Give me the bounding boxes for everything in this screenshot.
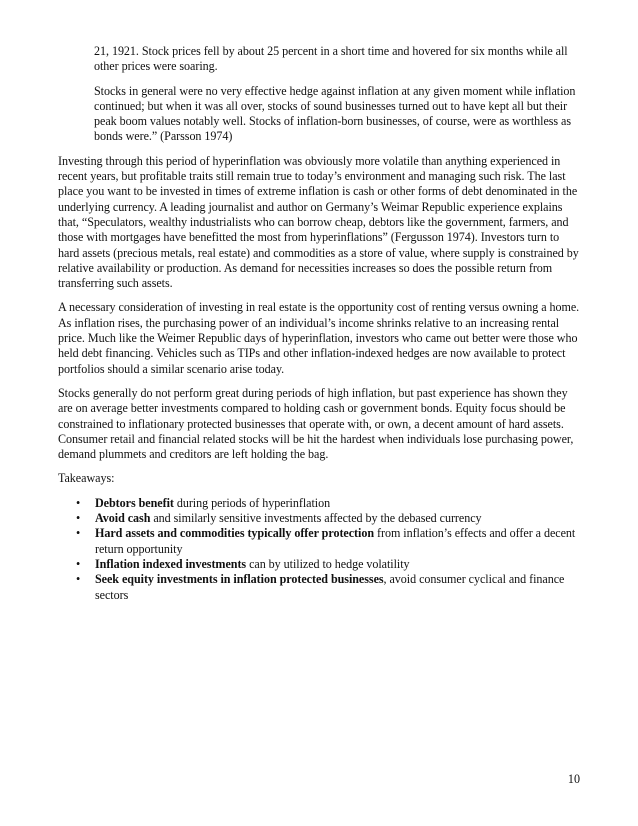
block-quote [94,44,580,145]
paragraph-real-estate: A necessary consideration of investing in real estate is the opportunity cost of renting versus owning a home. As inflation rises, the purchasing power of an individual’s income shrinks relative to an increasing rental price. Much like the Weimer Republic days of hyperinflation, investors who came out better were those who held debt financing. Vehicles such as TIPs and other inflation-indexed hedges are now available to protect portfolios should a similar scenario arise today. [58,300,580,376]
paragraph-stocks: Stocks generally do not perform great during periods of high inflation, but past experience has shown they are on average better investments compared to holding cash or government bonds. Equity focus should be constrained to inflationary protected businesses that operate with, or own, a decent amount of hard assets. Consumer retail and financial related stocks will be hit the hardest when individuals lose purchasing power, demand plummets and creditors are left holding the bag. [58,385,574,462]
takeaway-text: from inflation’s effects and offer a decent return opportunity [95,526,576,556]
takeaway-bold: Avoid cash [95,511,151,526]
quote-paragraph-2: Stocks in general were no very effective hedge against inflation at any given moment while inflation continued; but when it was all over, stocks of sound businesses turned out to have kept all but their peak boom values notably well. Stocks of inflation-born businesses, of course, were as worthless as bonds were.” (Parsson 1974) [94,83,576,144]
body-text [58,44,580,603]
page-number: 10 [567,772,580,786]
takeaway-bold: Debtors benefit [95,495,174,510]
takeaways-heading: Takeaways: [58,471,115,486]
takeaways-list [58,496,580,603]
list-item [76,557,580,572]
takeaway-bold: Hard assets and commodities typically offer protection [95,526,375,541]
list-item [76,526,580,557]
paragraph-investing-hyperinflation: Investing through this period of hyperinflation was obviously more volatile than anything experienced in recent years, but profitable traits still remain true to today’s environment and managing such risk. The last place you want to be invested in times of extreme inflation is cash or other forms of debt denominated in the underlying currency. A leading journalist and author on Germany’s Weimar Republic experience explains that, “Speculators, wealthy industrialists who can borrow cheap, debtors like the government, farmers, and those with mortgages have benefitted the most from hyperinflations” (Fergusson 1974). Investors turn to hard assets (precious metals, real estate) and commodities as a store of value, where supply is constrained by relative availability or production. As demand for necessities increases so does the possible return from transferring such assets. [58,153,579,291]
takeaway-text: during periods of hyperinflation [173,495,331,510]
bullet-icon: • [76,495,81,510]
takeaway-bold: Inflation indexed investments [95,556,247,571]
bullet-icon: • [76,556,81,571]
list-item [76,511,580,526]
bullet-icon: • [76,511,81,526]
takeaway-text: , avoid consumer cyclical and finance sectors [95,572,565,602]
bullet-icon: • [76,572,81,587]
list-item [76,572,580,603]
takeaway-bold: Seek equity investments in inflation protected businesses [95,572,384,587]
takeaway-text: and similarly sensitive investments affected by the debased currency [150,511,482,526]
list-item [76,496,580,511]
quote-paragraph-1: 21, 1921. Stock prices fell by about 25 percent in a short time and hovered for six months while all other prices were soaring. [94,44,568,74]
takeaway-text: can by utilized to hedge volatility [246,556,410,571]
bullet-icon: • [76,526,81,541]
